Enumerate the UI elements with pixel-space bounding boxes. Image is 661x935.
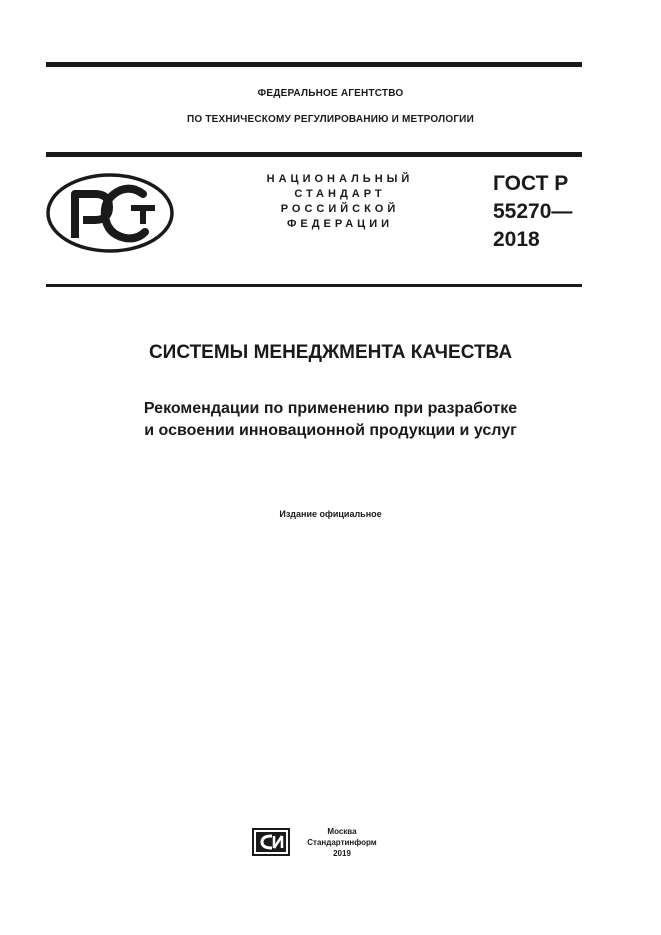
publisher-name: Стандартинформ — [307, 838, 377, 847]
edition-label: Издание официальное — [279, 509, 382, 519]
national-line-2: СТАНДАРТ — [294, 188, 386, 200]
middle-rule — [46, 152, 582, 157]
document-subtitle — [0, 398, 661, 442]
national-line-1: НАЦИОНАЛЬНЫЙ — [266, 173, 414, 185]
gost-line-3: 2018 — [493, 228, 540, 251]
standartinform-logo-icon — [252, 828, 290, 856]
gost-line-2: 55270— — [493, 200, 573, 223]
publisher-year: 2019 — [333, 849, 351, 858]
subtitle-line-2: и освоении инновационной продукции и услуг — [144, 422, 517, 439]
national-standard-label — [240, 172, 440, 232]
agency-line-2: ПО ТЕХНИЧЕСКОМУ РЕГУЛИРОВАНИЮ И МЕТРОЛОГИИ — [187, 114, 474, 125]
subtitle-line-1: Рекомендации по применению при разработке — [143, 400, 518, 417]
gost-number — [493, 170, 572, 254]
bottom-rule — [46, 284, 582, 287]
national-line-3: РОССИЙСКОЙ — [280, 203, 400, 215]
rst-logo-icon — [45, 172, 175, 254]
publisher-city: Москва — [327, 827, 357, 836]
national-line-4: ФЕДЕРАЦИИ — [286, 218, 394, 230]
agency-line-1: ФЕДЕРАЛЬНОЕ АГЕНТСТВО — [257, 88, 404, 99]
publisher-info — [302, 826, 382, 859]
gost-line-1: ГОСТ Р — [493, 172, 569, 195]
document-title: СИСТЕМЫ МЕНЕДЖМЕНТА КАЧЕСТВА — [148, 342, 513, 363]
top-rule — [46, 62, 582, 67]
